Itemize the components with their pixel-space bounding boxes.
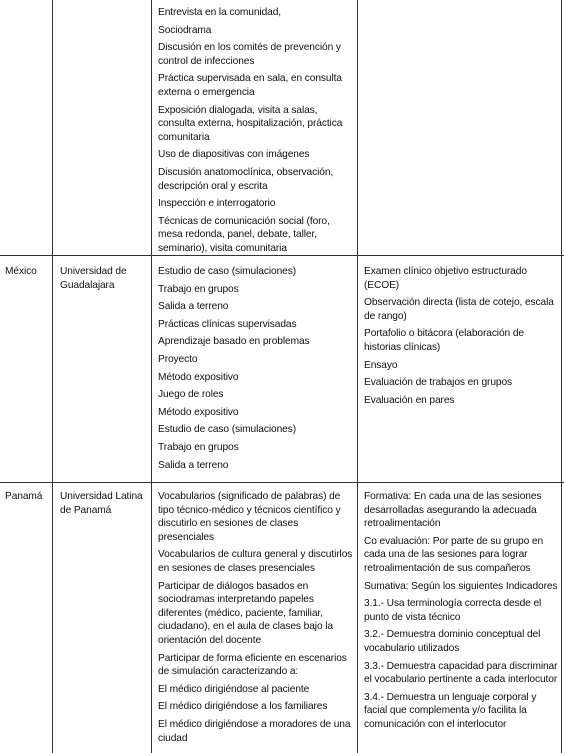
strategies-cell	[158, 490, 354, 749]
country-cell: Panamá	[5, 491, 43, 502]
evaluation-item: Observación directa (lista de cotejo, escala de rango)	[364, 297, 554, 322]
strategy-item: Estudio de caso (simulaciones)	[158, 266, 296, 277]
evaluation-cell	[364, 490, 558, 736]
evaluation-item: Co evaluación: Por parte de su grupo en cada una de las sesiones para lograr retroalimentación de sus compañeros	[364, 535, 544, 574]
evaluation-item: Sumativa: Según los siguientes Indicadores	[364, 580, 558, 592]
evaluation-item: 3.2.- Demuestra dominio conceptual del vocabulario utilizados	[364, 629, 541, 654]
column-rule	[561, 0, 562, 753]
strategy-item: Participar de diálogos basados en sociodramas interpretando papeles diferentes (médico, paciente, familiar, ciudadano), en el aula de clases bajo la orientación del docente	[158, 580, 333, 646]
strategy-item: Método expositivo	[158, 406, 239, 418]
strategy-item: Trabajo en grupos	[158, 283, 239, 295]
evaluation-item: Formativa: En cada una de las sesiones desarrolladas asegurando la adecuada retroalimentación	[364, 491, 542, 530]
strategy-item: El médico dirigiéndose a moradores de una ciudad	[158, 718, 351, 744]
evaluation-item: 3.3.- Demuestra capacidad para discriminar el vocabulario pertinente a cada interlocutor	[364, 660, 558, 686]
column-rule	[52, 0, 53, 753]
evaluation-item: Portafolio o bitácora (elaboración de historias clínicas)	[364, 328, 524, 353]
strategy-item: Salida a terreno	[158, 301, 229, 313]
strategy-item: Proyecto	[158, 353, 198, 365]
strategy-item: Sociodrama	[158, 24, 212, 36]
strategy-item: Método expositivo	[158, 371, 239, 383]
strategy-item: Discusión anatomoclínica, observación, descripción oral y escrita	[158, 166, 334, 192]
strategy-item: Participar de forma eficiente en escenarios de simulación caracterizando a:	[158, 652, 347, 678]
strategy-item: Vocabularios de cultura general y discutirlos en sesiones de clases presenciales	[158, 549, 353, 574]
country-cell: México	[5, 266, 37, 277]
strategy-item: Discusión en los comités de prevención y control de infecciones	[158, 42, 341, 67]
university-cell: Universidad Latina de Panamá	[60, 491, 143, 516]
evaluation-item: Ensayo	[364, 359, 398, 371]
evaluation-item: Evaluación en pares	[364, 394, 455, 406]
strategy-item: Vocabularios (significado de palabras) de tipo técnico-médico y técnicos científico y discutirlo en sesiones de clases presenciales	[158, 491, 341, 543]
column-rule	[151, 0, 152, 753]
evaluation-item: Examen clínico objetivo estructurado (ECOE)	[364, 266, 527, 291]
strategy-item: El médico dirigiéndose a los familiares	[158, 701, 328, 713]
strategy-item: Juego de roles	[158, 389, 224, 401]
evaluation-item: Evaluación de trabajos en grupos	[364, 377, 513, 389]
university-cell: Universidad de Guadalajara	[60, 266, 127, 291]
strategy-item: Uso de diapositivas con imágenes	[158, 149, 310, 161]
evaluation-item: 3.4.- Demuestra un lenguaje corporal y facial que complementa y/o facilita la comunicación con el interlocutor	[364, 691, 537, 730]
strategy-item: Prácticas clínicas supervisadas	[158, 318, 297, 330]
strategy-item: Técnicas de comunicación social (foro, mesa redonda, panel, debate, taller, seminario), visita comunitaria	[158, 215, 330, 254]
strategies-cell	[158, 265, 354, 476]
strategy-item: Inspección e interrogatorio	[158, 198, 276, 210]
strategy-item: Entrevista en la comunidad,	[158, 7, 282, 18]
column-rule	[357, 0, 358, 753]
strategies-cell	[158, 6, 354, 260]
strategy-item: Práctica supervisada en sala, en consulta externa o emergencia	[158, 73, 342, 98]
strategy-item: Aprendizaje basado en problemas	[158, 336, 310, 348]
strategy-item: Salida a terreno	[158, 459, 229, 471]
evaluation-item: 3.1.- Usa terminología correcta desde el punto de vista técnico	[364, 598, 542, 623]
strategy-item: Estudio de caso (simulaciones)	[158, 424, 296, 436]
strategy-item: Exposición dialogada, visita a salas, consulta externa, hospitalización, práctica comunitaria	[158, 104, 343, 143]
strategy-item: Trabajo en grupos	[158, 441, 239, 453]
row-rule	[0, 482, 564, 483]
strategy-item: El médico dirigiéndose al paciente	[158, 683, 310, 695]
evaluation-cell	[364, 265, 558, 411]
